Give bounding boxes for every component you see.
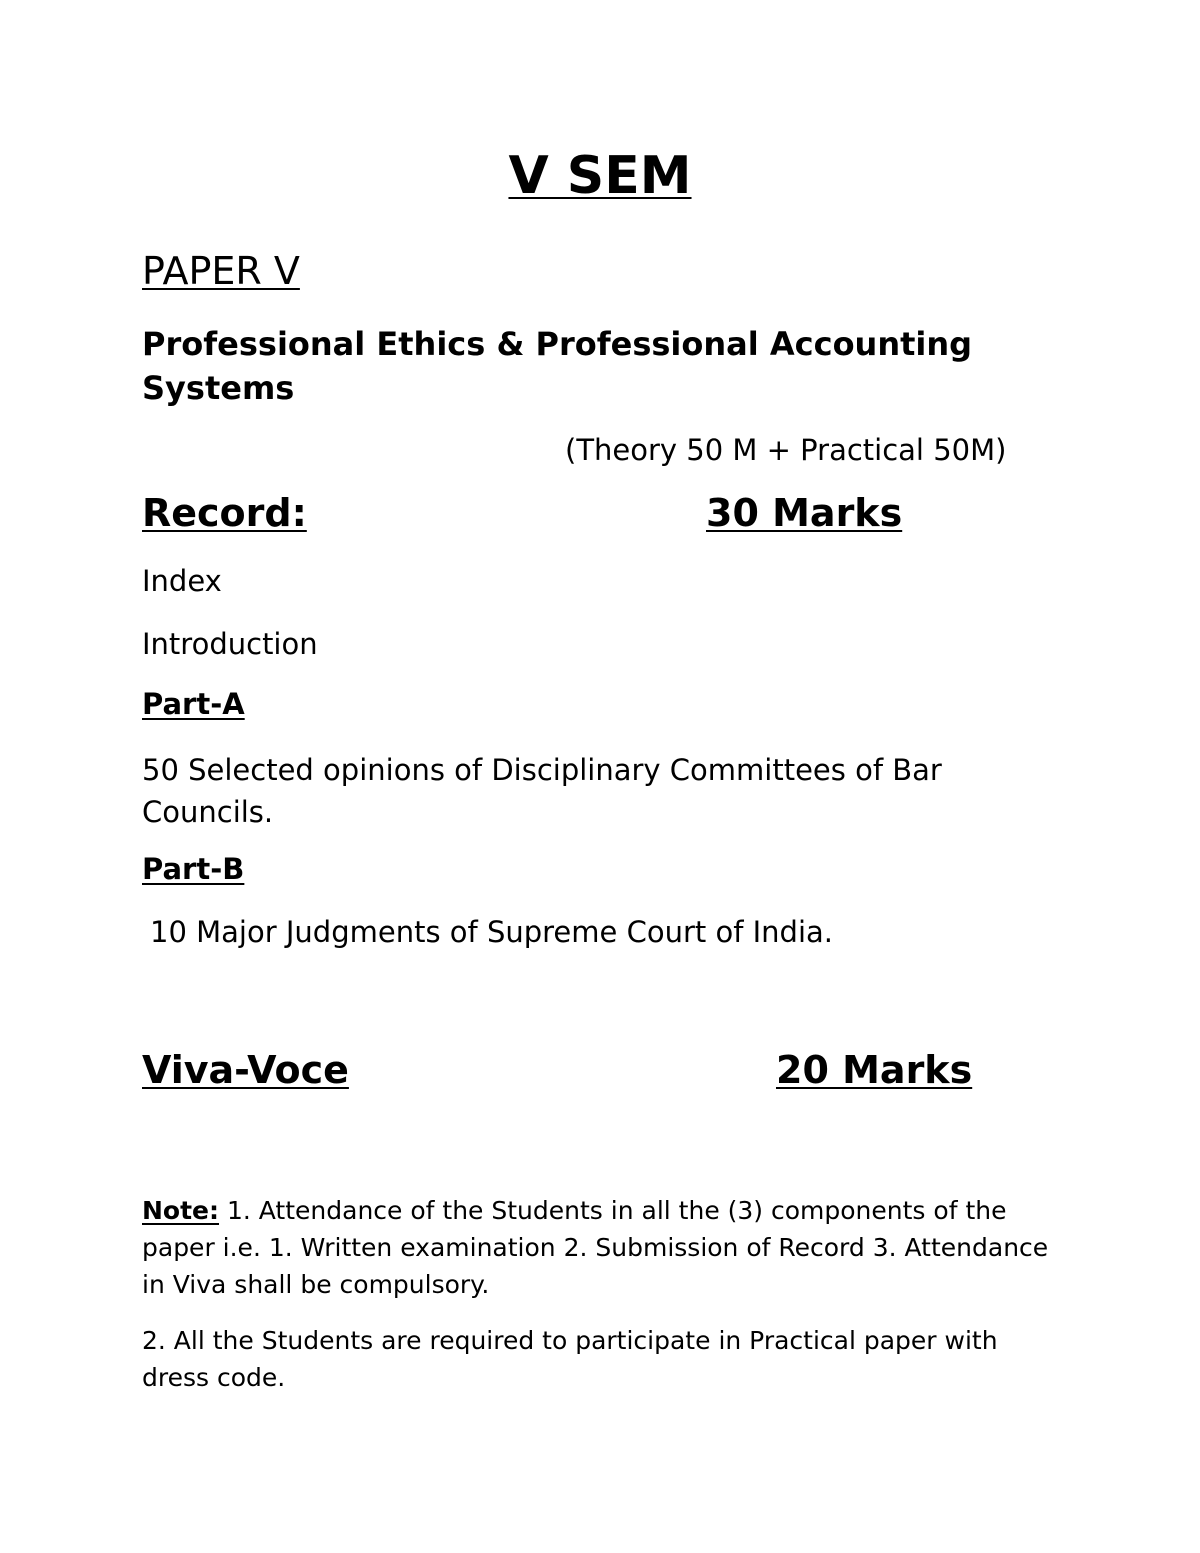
note-point-1: 1. Attendance of the Students in all the (3) components of the paper i.e. 1. Written examination 2. Submission of Record 3. Attendance in Viva shall be compulsory. [142, 1196, 1049, 1299]
note-paragraph-1 [142, 1192, 1062, 1303]
viva-voce-marks: 20 Marks [776, 1048, 973, 1092]
part-a-heading: Part-A [142, 687, 245, 721]
paper-name-heading: Professional Ethics & Professional Accounting Systems [142, 325, 973, 407]
part-a-text: 50 Selected opinions of Disciplinary Committees of Bar Councils. [142, 753, 942, 829]
record-item-introduction: Introduction [142, 627, 318, 661]
record-marks: 30 Marks [706, 491, 903, 535]
paper-number-heading: PAPER V [142, 249, 300, 293]
record-heading: Record: [142, 491, 307, 535]
note-label: Note: [142, 1196, 220, 1225]
viva-voce-heading: Viva-Voce [142, 1048, 349, 1092]
note-paragraph-2: 2. All the Students are required to participate in Practical paper with dress code. [142, 1326, 998, 1392]
page-title: V SEM [508, 146, 692, 206]
part-b-heading: Part-B [142, 852, 245, 886]
marks-split-text: (Theory 50 M + Practical 50M) [565, 433, 1007, 467]
record-item-index: Index [142, 564, 222, 598]
part-b-text: 10 Major Judgments of Supreme Court of India. [150, 915, 834, 949]
